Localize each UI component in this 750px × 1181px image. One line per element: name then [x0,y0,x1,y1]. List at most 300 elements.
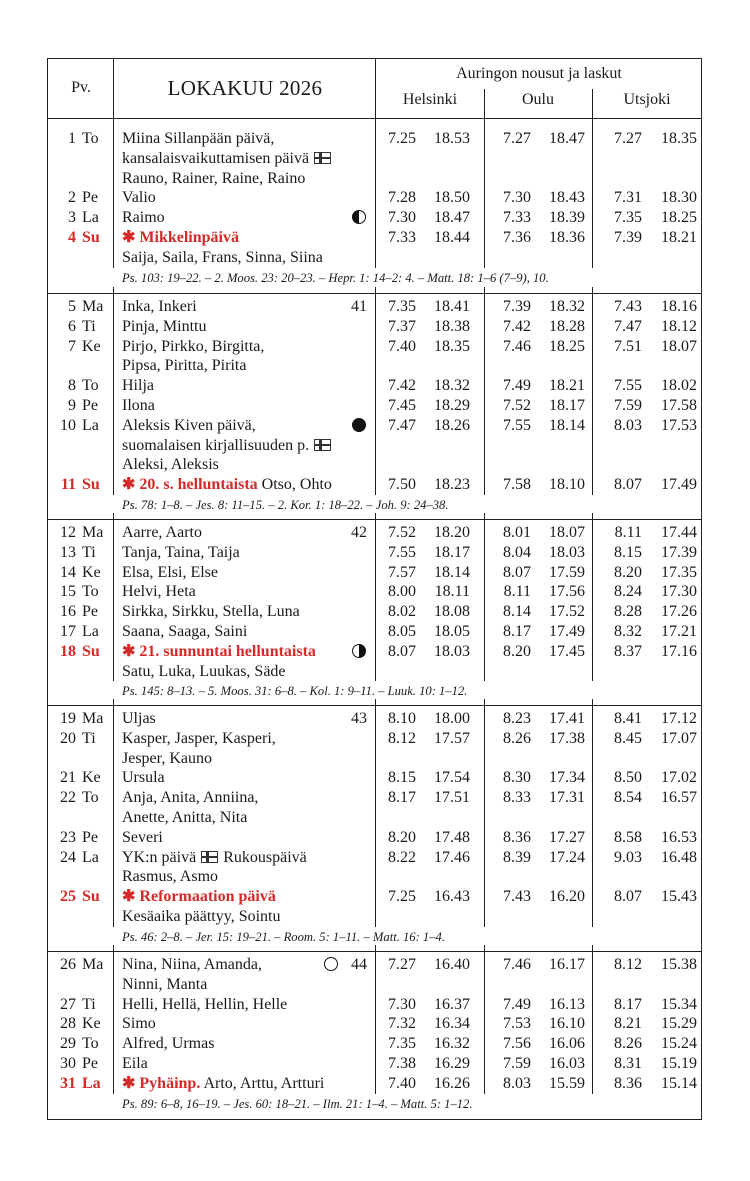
sunrise-time: 8.58 [614,828,642,846]
name-text: Severi [122,828,163,846]
sunset-time: 16.40 [434,956,470,973]
sunrise-time: 8.32 [614,623,642,640]
day-number: 8 [68,377,76,395]
sunrise-time: 8.20 [388,828,416,846]
weekday: To [82,1035,99,1053]
weekday: Su [82,642,100,660]
sunset-time: 17.41 [549,710,585,727]
sunset-time: 18.30 [661,189,697,207]
sunset-time: 17.46 [434,848,470,866]
sunset-time: 15.14 [661,1074,697,1092]
name-line [122,1074,324,1094]
sunrise-time: 8.10 [388,710,416,727]
sunrise-time: 8.45 [614,729,642,747]
column-divider [592,513,593,681]
un-day: YK:n päivä [122,848,197,866]
name-text: Eila [122,1055,148,1072]
sunset-time: 18.53 [434,130,470,147]
sunset-time: 17.27 [549,828,585,846]
sunset-time: 18.16 [661,298,697,315]
sun-times-title: Auringon nousut ja laskut [456,65,622,82]
sunrise-time: 8.15 [614,543,642,561]
sunrise-time: 8.17 [388,789,416,807]
sunrise-time: 7.33 [388,229,416,246]
sunrise-time: 8.30 [503,769,531,787]
sunrise-time: 7.25 [388,888,416,906]
weekday: La [82,416,99,434]
sunset-time: 18.14 [549,416,585,434]
sunrise-time: 7.27 [388,956,416,973]
sunset-time: 15.19 [661,1055,697,1072]
name-text: Jesper, Kauno [122,749,212,767]
sunset-time: 16.29 [434,1055,470,1072]
sunrise-time: 7.35 [614,209,642,227]
sunrise-time: 8.12 [388,729,416,747]
bible-verses: Ps. 89: 6–8, 16–19. – Jes. 60: 18–21. – Ilm. 21: 1–4. – Matt. 5: 1–12. [122,1096,473,1111]
sunset-time: 18.39 [549,209,585,227]
sunset-time: 17.02 [661,769,697,787]
sunrise-time: 8.04 [503,543,531,561]
sunrise-time: 7.56 [503,1035,531,1053]
name-line [122,416,256,436]
flag-icon [314,439,331,451]
sunrise-time: 7.53 [503,1015,531,1033]
column-divider [375,513,376,681]
name-text: Pinja, Minttu [122,317,207,335]
new-moon-symbol [324,957,338,971]
name-text: Rasmus, Asmo [122,868,219,886]
name-text: Uljas [122,710,156,727]
sunrise-time: 8.00 [388,583,416,601]
day-number: 14 [60,563,76,581]
weekday: La [82,1074,101,1092]
holiday-name: Mikkelinpäivä [139,229,239,246]
name-text: Valio [122,189,156,207]
sunset-time: 17.57 [434,729,470,747]
sunrise-time: 7.32 [388,1015,416,1033]
sunrise-time: 7.55 [388,543,416,561]
day-number: 13 [60,543,76,561]
day-number: 1 [68,130,76,147]
bible-verses: Ps. 103: 19–22. – 2. Moos. 23: 20–23. – Hepr. 1: 14–2: 4. – Matt. 18: 1–6 (7–9), 10. [122,270,549,285]
sunrise-time: 7.25 [388,130,416,147]
weekday: To [82,583,99,601]
name-text: Anette, Anitta, Nita [122,809,248,826]
divider [113,59,114,119]
sunrise-time: 8.24 [614,583,642,601]
star-icon: ✱ [122,1074,140,1092]
name-text: Tanja, Taina, Taija [122,543,240,561]
sunset-time: 18.25 [549,337,585,355]
weekday: Pe [82,1055,98,1072]
name-line [122,436,331,456]
star-icon: ✱ [122,476,140,494]
name-text: Saija, Saila, Frans, Sinna, Siina [122,248,323,266]
sunset-time: 17.51 [434,789,470,807]
star-icon: ✱ [122,888,140,906]
sunrise-time: 8.03 [503,1074,531,1092]
week-number: 43 [351,710,367,727]
name-line [122,337,264,357]
day-number: 30 [60,1055,76,1072]
week-number: 42 [351,524,367,541]
name-line [122,867,218,887]
name-line [122,455,219,475]
sunrise-time: 7.28 [388,189,416,207]
sunrise-time: 8.17 [614,995,642,1013]
sunset-time: 16.06 [549,1035,585,1053]
day-number: 9 [68,397,76,414]
name-text: Aleksis Kiven päivä, [122,416,256,434]
name-text: Simo [122,1015,156,1033]
sunrise-time: 7.40 [388,1074,416,1092]
sunset-time: 17.34 [549,769,585,787]
sunset-time: 18.47 [549,130,585,147]
sunset-time: 18.17 [549,397,585,414]
name-line [122,828,163,848]
holiday-name: Pyhäinp. [139,1074,201,1092]
name-line [122,709,156,729]
day-number: 25 [60,888,76,906]
name-text: kansalaisvaikuttamisen päivä [122,149,310,167]
name-line [122,907,280,927]
column-divider [484,513,485,681]
name-text: Sirkka, Sirkku, Stella, Luna [122,603,300,621]
sunset-time: 17.45 [549,642,585,660]
sunset-time: 17.38 [549,729,585,747]
sunrise-time: 7.50 [388,476,416,494]
first-moon-symbol [352,644,366,658]
sunrise-time: 7.37 [388,317,416,335]
name-text: Ursula [122,769,165,787]
name-text: Aarre, Aarto [122,524,202,541]
sunset-time: 17.21 [661,623,697,640]
name-text: Aleksi, Aleksis [122,456,219,474]
sunrise-time: 7.47 [388,416,416,434]
sunrise-time: 7.59 [503,1055,531,1072]
sunrise-time: 8.20 [614,563,642,581]
sunset-time: 15.43 [661,888,697,906]
sunrise-time: 7.51 [614,337,642,355]
sunrise-time: 7.47 [614,317,642,335]
sunset-time: 18.05 [434,623,470,640]
sunset-time: 18.03 [434,642,470,660]
day-number: 29 [60,1035,76,1053]
sunrise-time: 8.39 [503,848,531,866]
sunrise-time: 8.26 [503,729,531,747]
divider [484,89,485,119]
sunset-time: 18.43 [549,189,585,207]
sunrise-time: 7.27 [503,130,531,147]
sunset-time: 17.31 [549,789,585,807]
sunset-time: 16.17 [549,956,585,973]
sunset-time: 18.35 [434,337,470,355]
sunrise-time: 8.36 [614,1074,642,1092]
name-line [122,1014,156,1034]
name-line [122,208,165,228]
day-number: 5 [68,298,76,315]
sunset-time: 17.12 [661,710,697,727]
sunset-time: 17.52 [549,603,585,621]
sunrise-time: 8.14 [503,603,531,621]
sunset-time: 18.21 [549,377,585,395]
sunrise-time: 8.17 [503,623,531,640]
name-text: Pipsa, Piritta, Pirita [122,357,247,375]
name-text: Kesäaika päättyy, Sointu [122,908,281,925]
sunrise-time: 7.36 [503,229,531,246]
day-number: 7 [68,337,76,355]
sunset-time: 17.30 [661,583,697,601]
sunrise-time: 7.31 [614,189,642,207]
column-divider [113,119,114,268]
sunset-time: 17.49 [661,476,697,494]
sunrise-time: 9.03 [614,848,642,866]
sunset-time: 16.57 [661,789,697,807]
day-number: 28 [60,1015,76,1033]
day-number: 18 [60,642,76,660]
day-number: 10 [60,416,76,434]
week-number: 44 [351,956,367,973]
sunrise-time: 8.22 [388,848,416,866]
sunrise-time: 8.12 [614,956,642,973]
name-line [122,149,331,169]
sunrise-time: 7.33 [503,209,531,227]
sunset-time: 16.03 [549,1055,585,1072]
name-line [122,543,240,563]
column-divider [484,945,485,1094]
column-divider [375,287,376,495]
sunrise-time: 7.30 [388,995,416,1013]
column-divider [484,699,485,927]
city-utsjoki: Utsjoki [623,91,671,108]
sunset-time: 15.24 [661,1035,697,1053]
sunset-time: 18.07 [661,337,697,355]
flag-icon [314,152,331,164]
weekday: La [82,623,99,640]
sunrise-time: 8.36 [503,828,531,846]
name-line [122,523,202,543]
weekday: To [82,130,99,147]
weekday: La [82,848,99,866]
sunset-time: 15.59 [549,1074,585,1092]
prayer-day: Rukouspäivä [223,848,307,866]
divider [592,89,593,119]
sunset-time: 18.47 [434,209,470,227]
sunset-time: 18.11 [434,583,470,601]
weekday: Ti [82,995,96,1013]
weekday: Ma [82,524,104,541]
bible-verses: Ps. 78: 1–8. – Jes. 8: 11–15. – 2. Kor. 1: 18–22. – Joh. 9: 24–38. [122,498,449,512]
day-number: 2 [68,189,76,207]
sunrise-time: 7.52 [388,524,416,541]
calendar-page [47,58,702,1120]
sunrise-time: 7.30 [388,209,416,227]
sunset-time: 15.34 [661,995,697,1013]
day-number: 6 [68,317,76,335]
day-number: 20 [60,729,76,747]
sunrise-time: 8.33 [503,789,531,807]
sunrise-time: 7.27 [614,130,642,147]
sunrise-time: 7.46 [503,337,531,355]
sunset-time: 16.26 [434,1074,470,1092]
name-line [122,396,155,416]
sunrise-time: 8.15 [388,769,416,787]
weekday: Ke [82,563,101,581]
sunrise-time: 7.39 [503,298,531,315]
weekday: Ti [82,543,96,561]
name-text: Helvi, Heta [122,583,196,601]
weekday: Ma [82,956,104,973]
sunset-time: 18.50 [434,189,470,207]
sunset-time: 15.29 [661,1015,697,1033]
sunset-time: 18.32 [434,377,470,395]
name-text: Satu, Luka, Luukas, Säde [122,662,286,680]
sunrise-time: 7.52 [503,397,531,414]
sunset-time: 18.10 [549,476,585,494]
sunrise-time: 7.55 [503,416,531,434]
name-line [122,248,323,268]
day-number: 12 [60,524,76,541]
sunset-time: 15.38 [661,956,697,973]
name-text: Elsa, Elsi, Else [122,563,218,581]
day-number: 16 [60,603,76,621]
name-line [122,662,286,682]
sunrise-time: 8.11 [503,583,531,601]
last-moon-icon [352,208,366,228]
sunset-time: 18.12 [661,317,697,335]
sunset-time: 18.35 [661,130,697,147]
day-number: 21 [60,769,76,787]
full-moon-icon [352,416,366,436]
name-text: Saana, Saaga, Saini [122,623,248,640]
day-number: 3 [68,209,76,227]
sunset-time: 18.32 [549,298,585,315]
sunset-time: 16.20 [549,888,585,906]
column-divider [592,119,593,268]
full-moon-symbol [352,418,366,432]
sunset-time: 18.44 [434,229,470,246]
sunrise-time: 8.05 [388,623,416,640]
weekday: Su [82,476,100,494]
sunset-time: 18.26 [434,416,470,434]
name-days [258,476,332,493]
day-number: 17 [60,623,76,640]
sunrise-time: 8.54 [614,789,642,807]
sunrise-time: 7.42 [503,317,531,335]
sunset-time: 17.58 [661,397,697,414]
name-line [122,975,207,995]
sunrise-time: 7.43 [503,888,531,906]
column-divider [375,119,376,268]
sunset-time: 18.41 [434,298,470,315]
sunrise-time: 8.07 [388,642,416,660]
name-text: suomalaisen kirjallisuuden p. [122,436,310,454]
weekday: Ma [82,298,104,315]
sunrise-time: 7.55 [614,377,642,395]
sunset-time: 18.38 [434,317,470,335]
name-line [122,1054,148,1074]
name-text: Anja, Anita, Anniina, [122,789,259,807]
weekday: Ke [82,337,101,355]
name-text: Ilona [122,397,155,414]
weekday: Pe [82,603,98,621]
day-column-header: Pv. [71,79,91,96]
name-days-text: Otso, Ohto [261,476,332,494]
column-divider [113,945,114,1094]
sunrise-time: 8.03 [614,416,642,434]
name-line [122,955,262,975]
day-number: 23 [60,828,76,846]
sunrise-time: 7.45 [388,397,416,414]
weekday: Pe [82,828,98,846]
name-text: Kasper, Jasper, Kasperi, [122,729,276,747]
column-divider [484,119,485,268]
sunset-time: 16.10 [549,1015,585,1033]
sunrise-time: 7.35 [388,298,416,315]
sunrise-time: 7.30 [503,189,531,207]
name-text: Pirjo, Pirkko, Birgitta, [122,337,265,355]
sunrise-time: 8.41 [614,710,642,727]
holiday-name: 21. sunnuntai helluntaista [139,642,316,660]
column-divider [113,699,114,927]
sunset-time: 18.17 [434,543,470,561]
name-days-text: Arto, Arttu, Artturi [203,1074,325,1092]
sunset-time: 16.43 [434,888,470,906]
name-line [122,228,239,248]
sunrise-time: 7.46 [503,956,531,973]
sunset-time: 18.03 [549,543,585,561]
bible-verses: Ps. 46: 2–8. – Jer. 15: 19–21. – Room. 5: 1–11. – Matt. 16: 1–4. [122,929,445,944]
star-icon: ✱ [122,229,140,246]
name-line [122,475,332,495]
sunset-time: 18.08 [434,603,470,621]
weekday: Ke [82,1015,101,1033]
column-divider [113,513,114,681]
sunrise-time: 7.42 [388,377,416,395]
sunrise-time: 7.58 [503,476,531,494]
sunrise-time: 8.37 [614,642,642,660]
holiday-name: Reformaation päivä [139,888,276,906]
weekday: Ma [82,710,104,727]
sunset-time: 18.20 [434,524,470,541]
sunrise-time: 8.50 [614,769,642,787]
name-line [122,297,197,317]
weekday: To [82,789,99,807]
last-moon-symbol [352,210,366,224]
weekday: La [82,209,99,227]
name-text: Hilja [122,377,154,395]
sunset-time: 17.35 [661,563,697,581]
name-line [122,582,196,602]
column-divider [592,287,593,495]
sunrise-time: 7.49 [503,995,531,1013]
sunrise-time: 7.35 [388,1035,416,1053]
sunset-time: 17.59 [549,563,585,581]
name-text: Miina Sillanpään päivä, [122,130,275,147]
sunrise-time: 8.07 [614,888,642,906]
name-text: Rauno, Rainer, Raine, Raino [122,169,306,187]
column-divider [592,699,593,927]
name-line [122,995,287,1015]
column-divider [375,945,376,1094]
city-helsinki: Helsinki [402,91,458,108]
weekday: Ke [82,769,101,787]
name-line [122,768,165,788]
column-divider [375,699,376,927]
name-line [122,129,274,149]
sunset-time: 18.00 [434,710,470,727]
weekday: Pe [82,189,98,207]
